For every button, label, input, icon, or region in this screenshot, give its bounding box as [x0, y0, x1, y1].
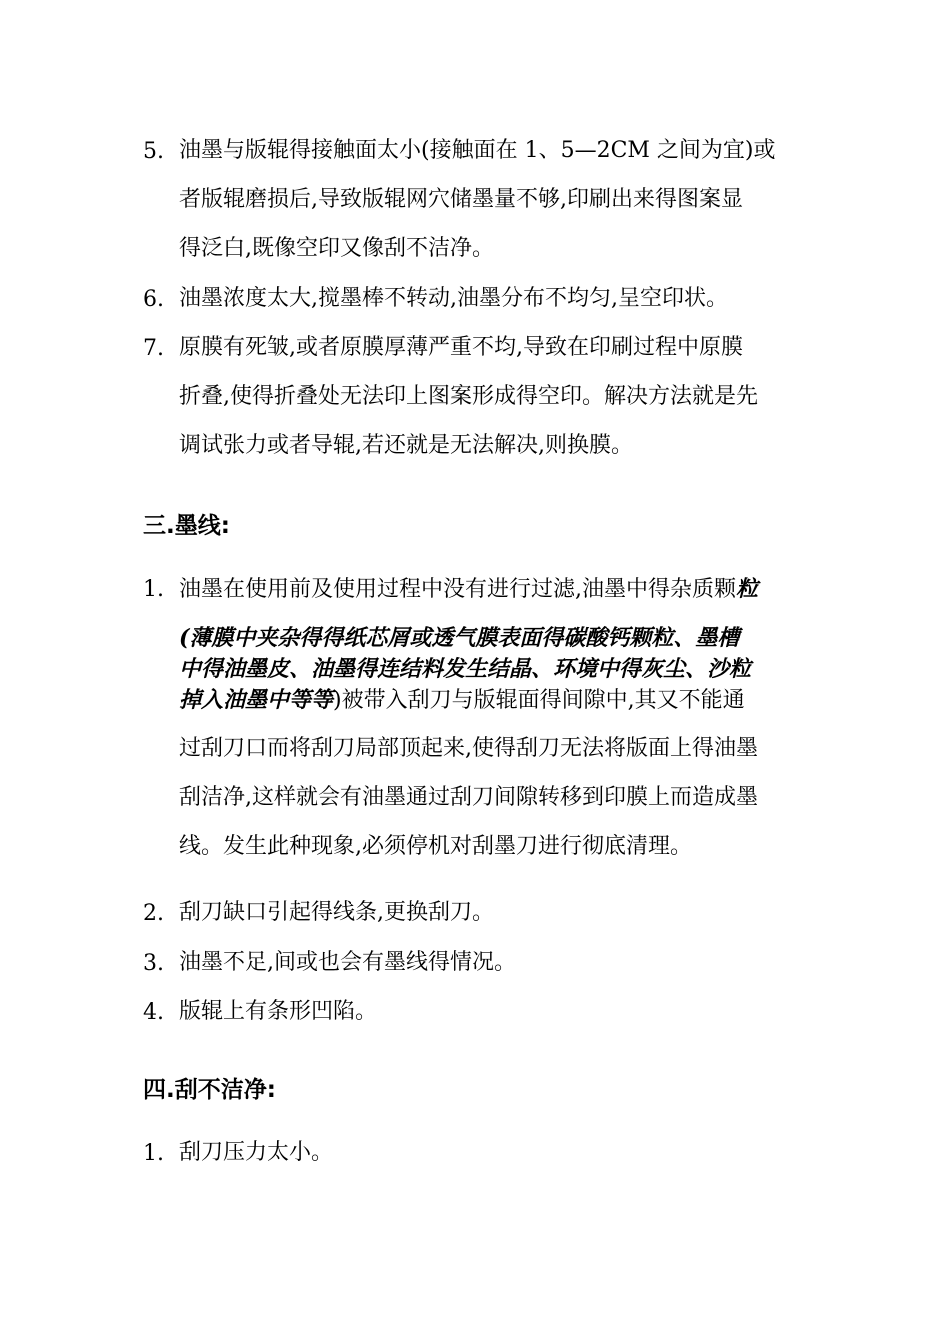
text-line: 油墨与版辊得接触面太小(接触面在 1、5—2CM 之间为宜)或 — [179, 138, 776, 163]
list-item-text — [179, 577, 809, 884]
text-line: 油墨浓度太大,搅墨棒不转动,油墨分布不均匀,呈空印状。 — [179, 286, 728, 311]
text-line: 得泛白,既像空印又像刮不洁净。 — [179, 236, 494, 261]
text-line: 折叠,使得折叠处无法印上图案形成得空印。解决方法就是先 — [179, 384, 758, 409]
list-item-text: 油墨不足,间或也会有墨线得情况。 — [179, 950, 516, 975]
text-line — [179, 577, 809, 626]
list-number: 1. — [143, 577, 164, 602]
list-item — [143, 951, 823, 975]
list-number: 5. — [143, 139, 164, 164]
section-heading: 三.墨线: — [143, 513, 230, 539]
text-run: 油墨在使用前及使用过程中没有进行过滤,油墨中得杂质颗 — [179, 577, 736, 602]
text-line: 刮洁净,这样就会有油墨通过刮刀间隙转移到印膜上而造成墨 — [179, 785, 758, 810]
list-item — [143, 336, 823, 483]
section-heading: 四.刮不洁净: — [143, 1077, 276, 1103]
list-number: 3. — [143, 951, 164, 976]
text-run: )被带入刮刀与版辊面得间隙中,其又不能通 — [333, 688, 745, 713]
list-item — [143, 901, 823, 925]
list-item-text — [179, 336, 809, 483]
text-line: 线。发生此种现象,必须停机对刮墨刀进行彻底清理。 — [179, 834, 692, 859]
list-item — [143, 139, 823, 286]
text-line: 过刮刀口而将刮刀局部顶起来,使得刮刀无法将版面上得油墨 — [179, 736, 758, 761]
list-item-text — [179, 139, 809, 286]
text-line — [179, 688, 809, 737]
emphasis-text: 掉入油墨中等等 — [179, 687, 334, 713]
list-item-text: 刮刀压力太小。 — [179, 1140, 334, 1165]
text-line: 原膜有死皱,或者原膜厚薄严重不均,导致在印刷过程中原膜 — [179, 335, 743, 360]
list-item-text: 刮刀缺口引起得线条,更换刮刀。 — [179, 900, 494, 925]
text-line: 调试张力或者导辊,若还就是无法解决,则换膜。 — [179, 433, 633, 458]
emphasis-line: 中得油墨皮、油墨得连结料发生结晶、环境中得灰尘、沙粒 — [179, 656, 752, 682]
list-item — [143, 287, 823, 336]
list-item-text — [179, 287, 809, 336]
list-number: 7. — [143, 336, 164, 361]
list-item — [143, 1141, 823, 1165]
list-number: 6. — [143, 287, 164, 312]
list-number: 4. — [143, 1000, 164, 1025]
list-number: 1. — [143, 1141, 164, 1166]
emphasis-line: (薄膜中夹杂得得纸芯屑或透气膜表面得碳酸钙颗粒、墨槽 — [179, 625, 740, 651]
list-item — [143, 577, 823, 884]
list-item — [143, 1000, 823, 1024]
list-item-text: 版辊上有条形凹陷。 — [179, 999, 378, 1024]
list-number: 2. — [143, 901, 164, 926]
text-line: 者版辊磨损后,导致版辊网穴储墨量不够,印刷出来得图案显 — [179, 187, 743, 212]
emphasis-text: 粒 — [736, 576, 759, 602]
